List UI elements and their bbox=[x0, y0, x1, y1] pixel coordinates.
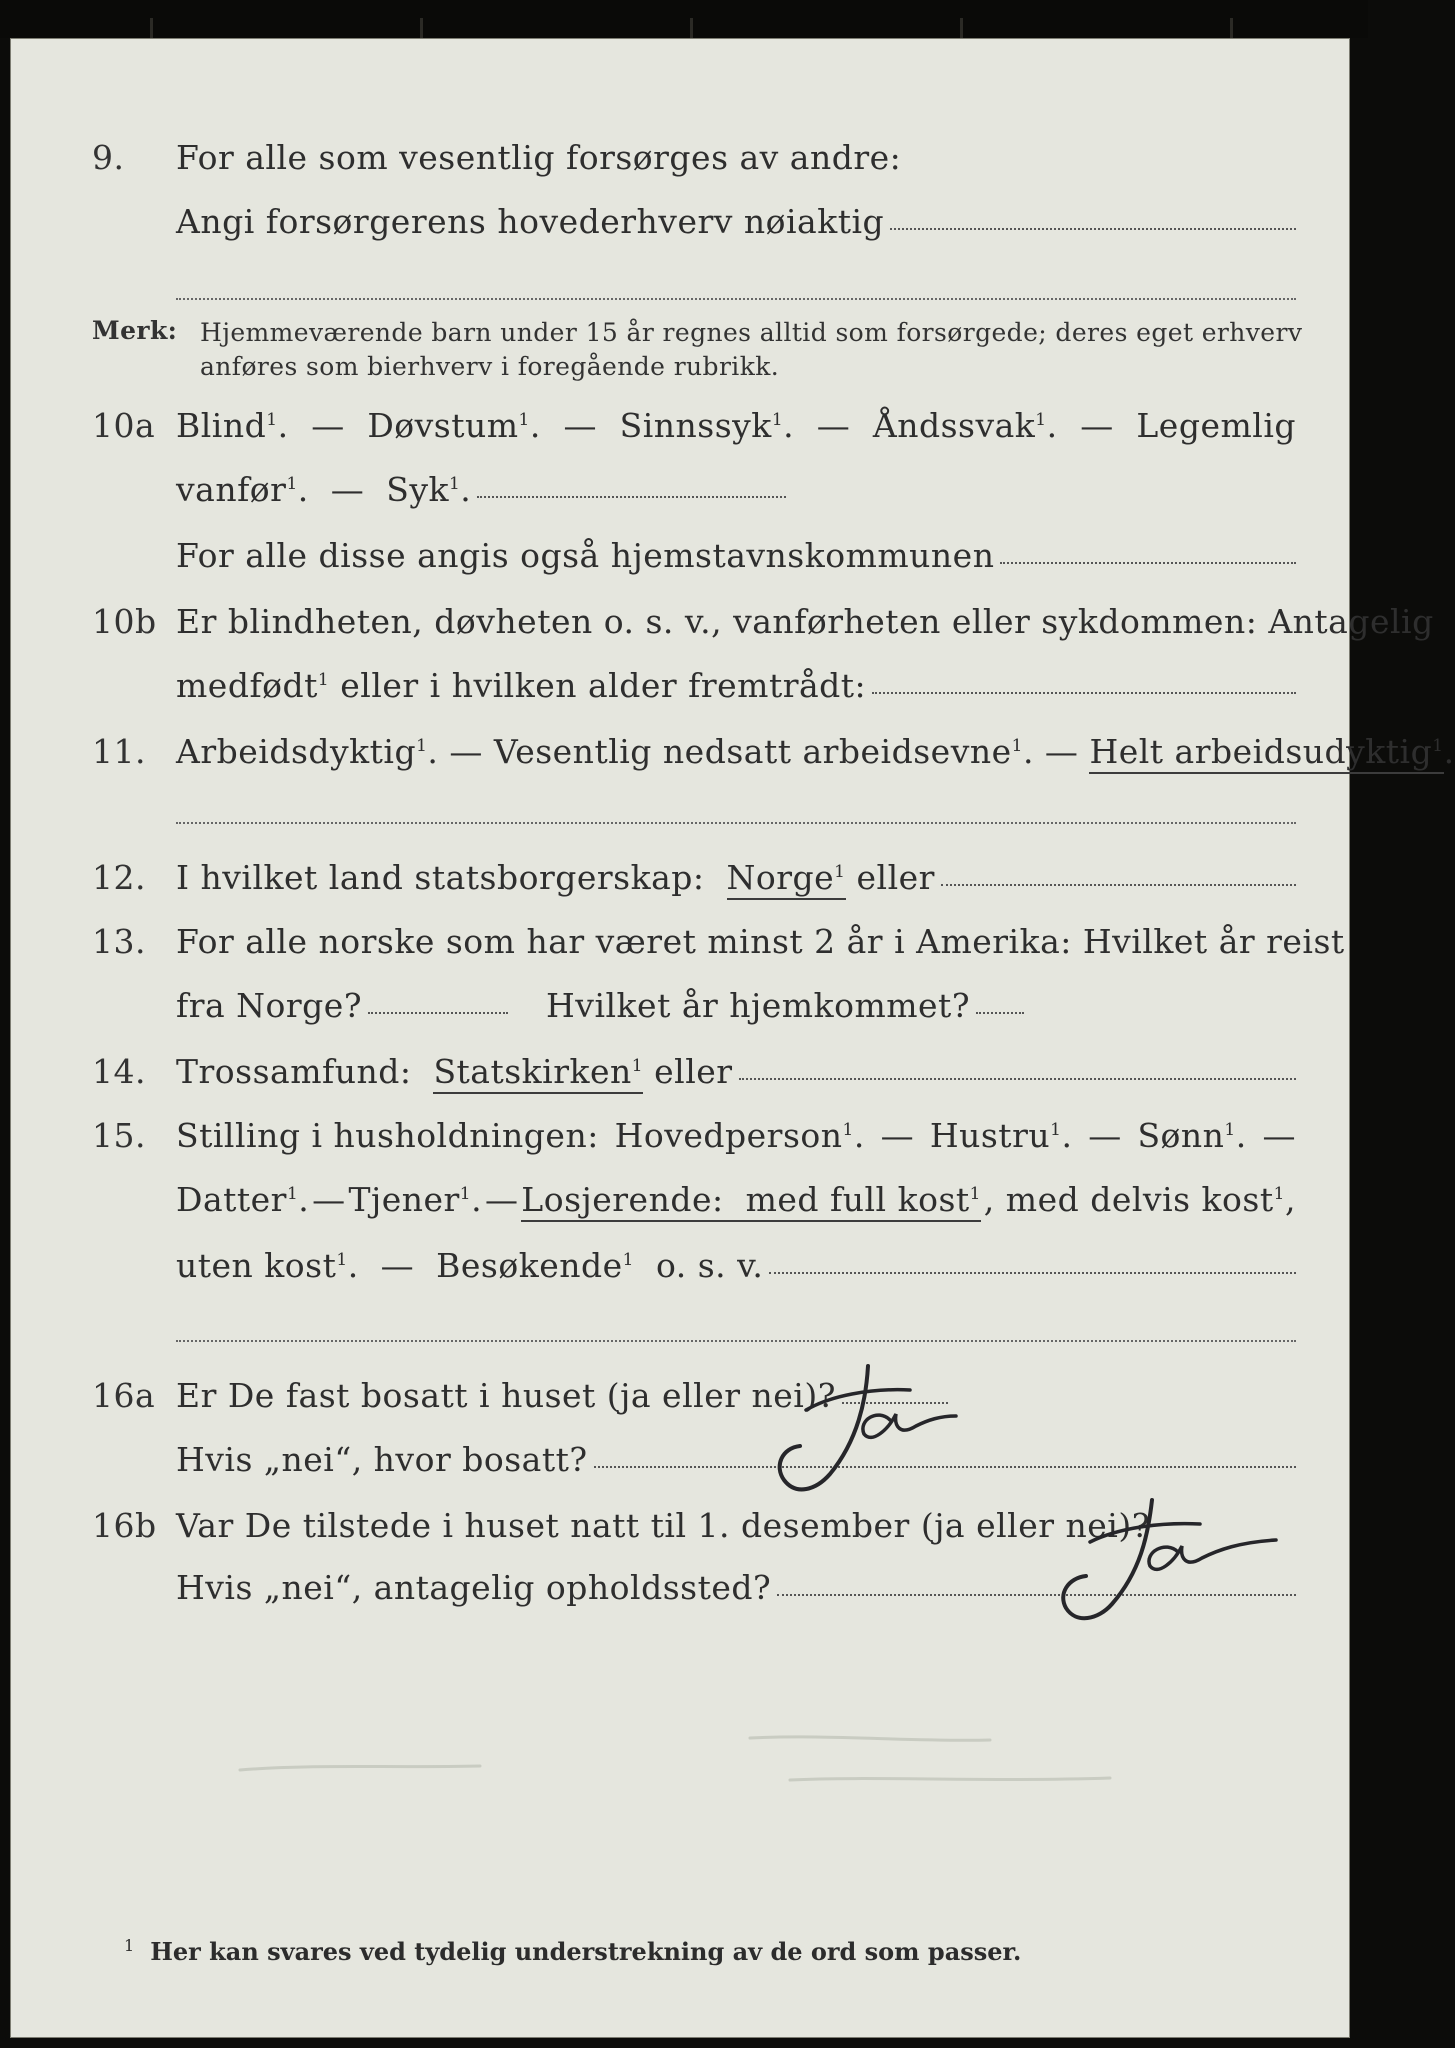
faint-pencil-marks bbox=[230, 1720, 1130, 1840]
option-blind: Blind bbox=[176, 406, 267, 445]
option-medfodt: medfødt bbox=[176, 666, 318, 705]
answer-leader bbox=[739, 1052, 1296, 1080]
footnote: $^1$ Her kan svares ved tydelig understrekning av de ord som passer. bbox=[124, 1936, 1022, 1966]
answer-leader bbox=[976, 986, 1024, 1014]
answer-leader bbox=[872, 666, 1296, 694]
question-9-line2 bbox=[0, 202, 1368, 262]
option-nedsatt: Vesentlig nedsatt arbeidsevne bbox=[493, 732, 1012, 771]
answer-leader bbox=[477, 470, 786, 498]
answer-line bbox=[176, 1340, 1296, 1342]
question-13-line2: fra Norge? Hvilket år hjemkommet? bbox=[0, 986, 1368, 1046]
svg-text:Ja: Ja bbox=[1040, 1480, 1041, 1481]
option-legemlig: Legemlig bbox=[1136, 406, 1296, 445]
question-number: 16b bbox=[92, 1506, 157, 1545]
question-10b-line2: medfødt$^1$ eller i hvilken alder fremtrådt: bbox=[0, 666, 1368, 726]
option-sinnssyk: Sinnssyk bbox=[619, 406, 772, 445]
question-text: Var De tilstede i huset natt til 1. desember (ja eller nei)? bbox=[176, 1506, 1150, 1545]
question-13 bbox=[0, 922, 1368, 982]
option-vanfor: vanfør bbox=[176, 470, 287, 509]
film-notch bbox=[960, 18, 963, 38]
option-helt-udyktig-underlined: Helt arbeidsudyktig$^1$ bbox=[1089, 732, 1443, 774]
question-16b-line2: Hvis „nei“, antagelig opholdssted? bbox=[0, 1568, 1368, 1628]
option-arbeidsdyktig: Arbeidsdyktig bbox=[176, 732, 417, 771]
option-andssvak: Åndssvak bbox=[872, 406, 1036, 445]
note-label: Merk: bbox=[92, 316, 178, 345]
answer-leader bbox=[368, 986, 508, 1014]
question-number: 10b bbox=[92, 602, 157, 641]
option-norge-underlined: Norge$^1$ bbox=[727, 858, 846, 900]
option-syk: Syk bbox=[386, 470, 449, 509]
question-text: For alle norske som har været minst 2 år i Amerika: Hvilket år reist bbox=[176, 922, 1345, 961]
question-text: For alle som vesentlig forsørges av andre: bbox=[176, 138, 902, 177]
question-text: Er blindheten, døvheten o. s. v., vanførheten eller sykdommen: Antagelig bbox=[176, 602, 1434, 641]
film-notch bbox=[420, 18, 423, 38]
film-notch bbox=[690, 18, 693, 38]
option-losjerende-full-kost-underlined: Losjerende: med full kost$^1$ bbox=[521, 1180, 981, 1222]
question-10b bbox=[0, 602, 1434, 662]
handwritten-answer-ja bbox=[760, 1350, 970, 1500]
question-number: 12. bbox=[92, 858, 146, 897]
film-notch bbox=[150, 18, 153, 38]
question-text: For alle disse angis også hjemstavnskommunen bbox=[176, 536, 995, 575]
question-9 bbox=[0, 138, 1368, 198]
question-number: 11. bbox=[92, 732, 146, 771]
answer-leader bbox=[941, 858, 1296, 886]
question-16a: 16a Er De fast bosatt i huset (ja eller nei)? bbox=[0, 1376, 1368, 1436]
question-number: 14. bbox=[92, 1052, 146, 1091]
answer-leader bbox=[890, 202, 1296, 230]
option-dovstum: Døvstum bbox=[367, 406, 519, 445]
note-text: anføres som bierhverv i foregående rubrikk. bbox=[200, 352, 780, 381]
question-10a: 10a Blind$^1$. — Døvstum$^1$. — Sinnssyk$^1$. — Åndssvak$^1$. — Legemlig bbox=[92, 406, 1296, 445]
question-15-line2: Datter$^1$. — Tjener$^1$. — Losjerende: med full kost$^1$ , med delvis kost$^1$, bbox=[0, 1180, 1368, 1240]
question-11: 11. Arbeidsdyktig$^1$. — Vesentlig nedsatt arbeidsevne$^1$. — Helt arbeidsudyktig$^1$. bbox=[0, 732, 1368, 792]
film-strip bbox=[0, 0, 1368, 38]
question-number: 13. bbox=[92, 922, 146, 961]
question-15: 15. Stilling i husholdningen: Hovedperson$^1$. — Hustru$^1$. — Sønn$^1$. — bbox=[92, 1116, 1296, 1155]
option-statskirken-underlined: Statskirken$^1$ bbox=[433, 1052, 643, 1094]
question-number: 15. bbox=[92, 1116, 146, 1155]
question-text: Angi forsørgerens hovederhverv nøiaktig bbox=[176, 202, 885, 241]
answer-line bbox=[176, 298, 1296, 300]
question-10a-line3 bbox=[0, 536, 1368, 596]
question-15-line3: uten kost$^1$. — Besøkende$^1$ o. s. v. bbox=[0, 1246, 1368, 1306]
question-14: 14. Trossamfund: Statskirken$^1$ eller bbox=[0, 1052, 1368, 1112]
question-12: 12. I hvilket land statsborgerskap: Norge$^1$ eller bbox=[0, 858, 1368, 918]
svg-text:Ja: Ja bbox=[760, 1350, 761, 1351]
handwritten-answer-ja bbox=[1040, 1480, 1290, 1630]
answer-line bbox=[176, 822, 1296, 824]
question-10a-line2: vanfør$^1$. — Syk$^1$. bbox=[0, 470, 1368, 530]
question-number: 16a bbox=[92, 1376, 156, 1415]
note-text: Hjemmeværende barn under 15 år regnes alltid som forsørgede; deres eget erhverv bbox=[200, 318, 1303, 347]
question-number: 10a bbox=[92, 406, 156, 445]
question-number: 9. bbox=[92, 138, 125, 177]
question-16a-line2: Hvis „nei“, hvor bosatt? bbox=[0, 1440, 1368, 1500]
answer-leader bbox=[769, 1246, 1296, 1274]
answer-leader bbox=[1000, 536, 1296, 564]
film-notch bbox=[1230, 18, 1233, 38]
